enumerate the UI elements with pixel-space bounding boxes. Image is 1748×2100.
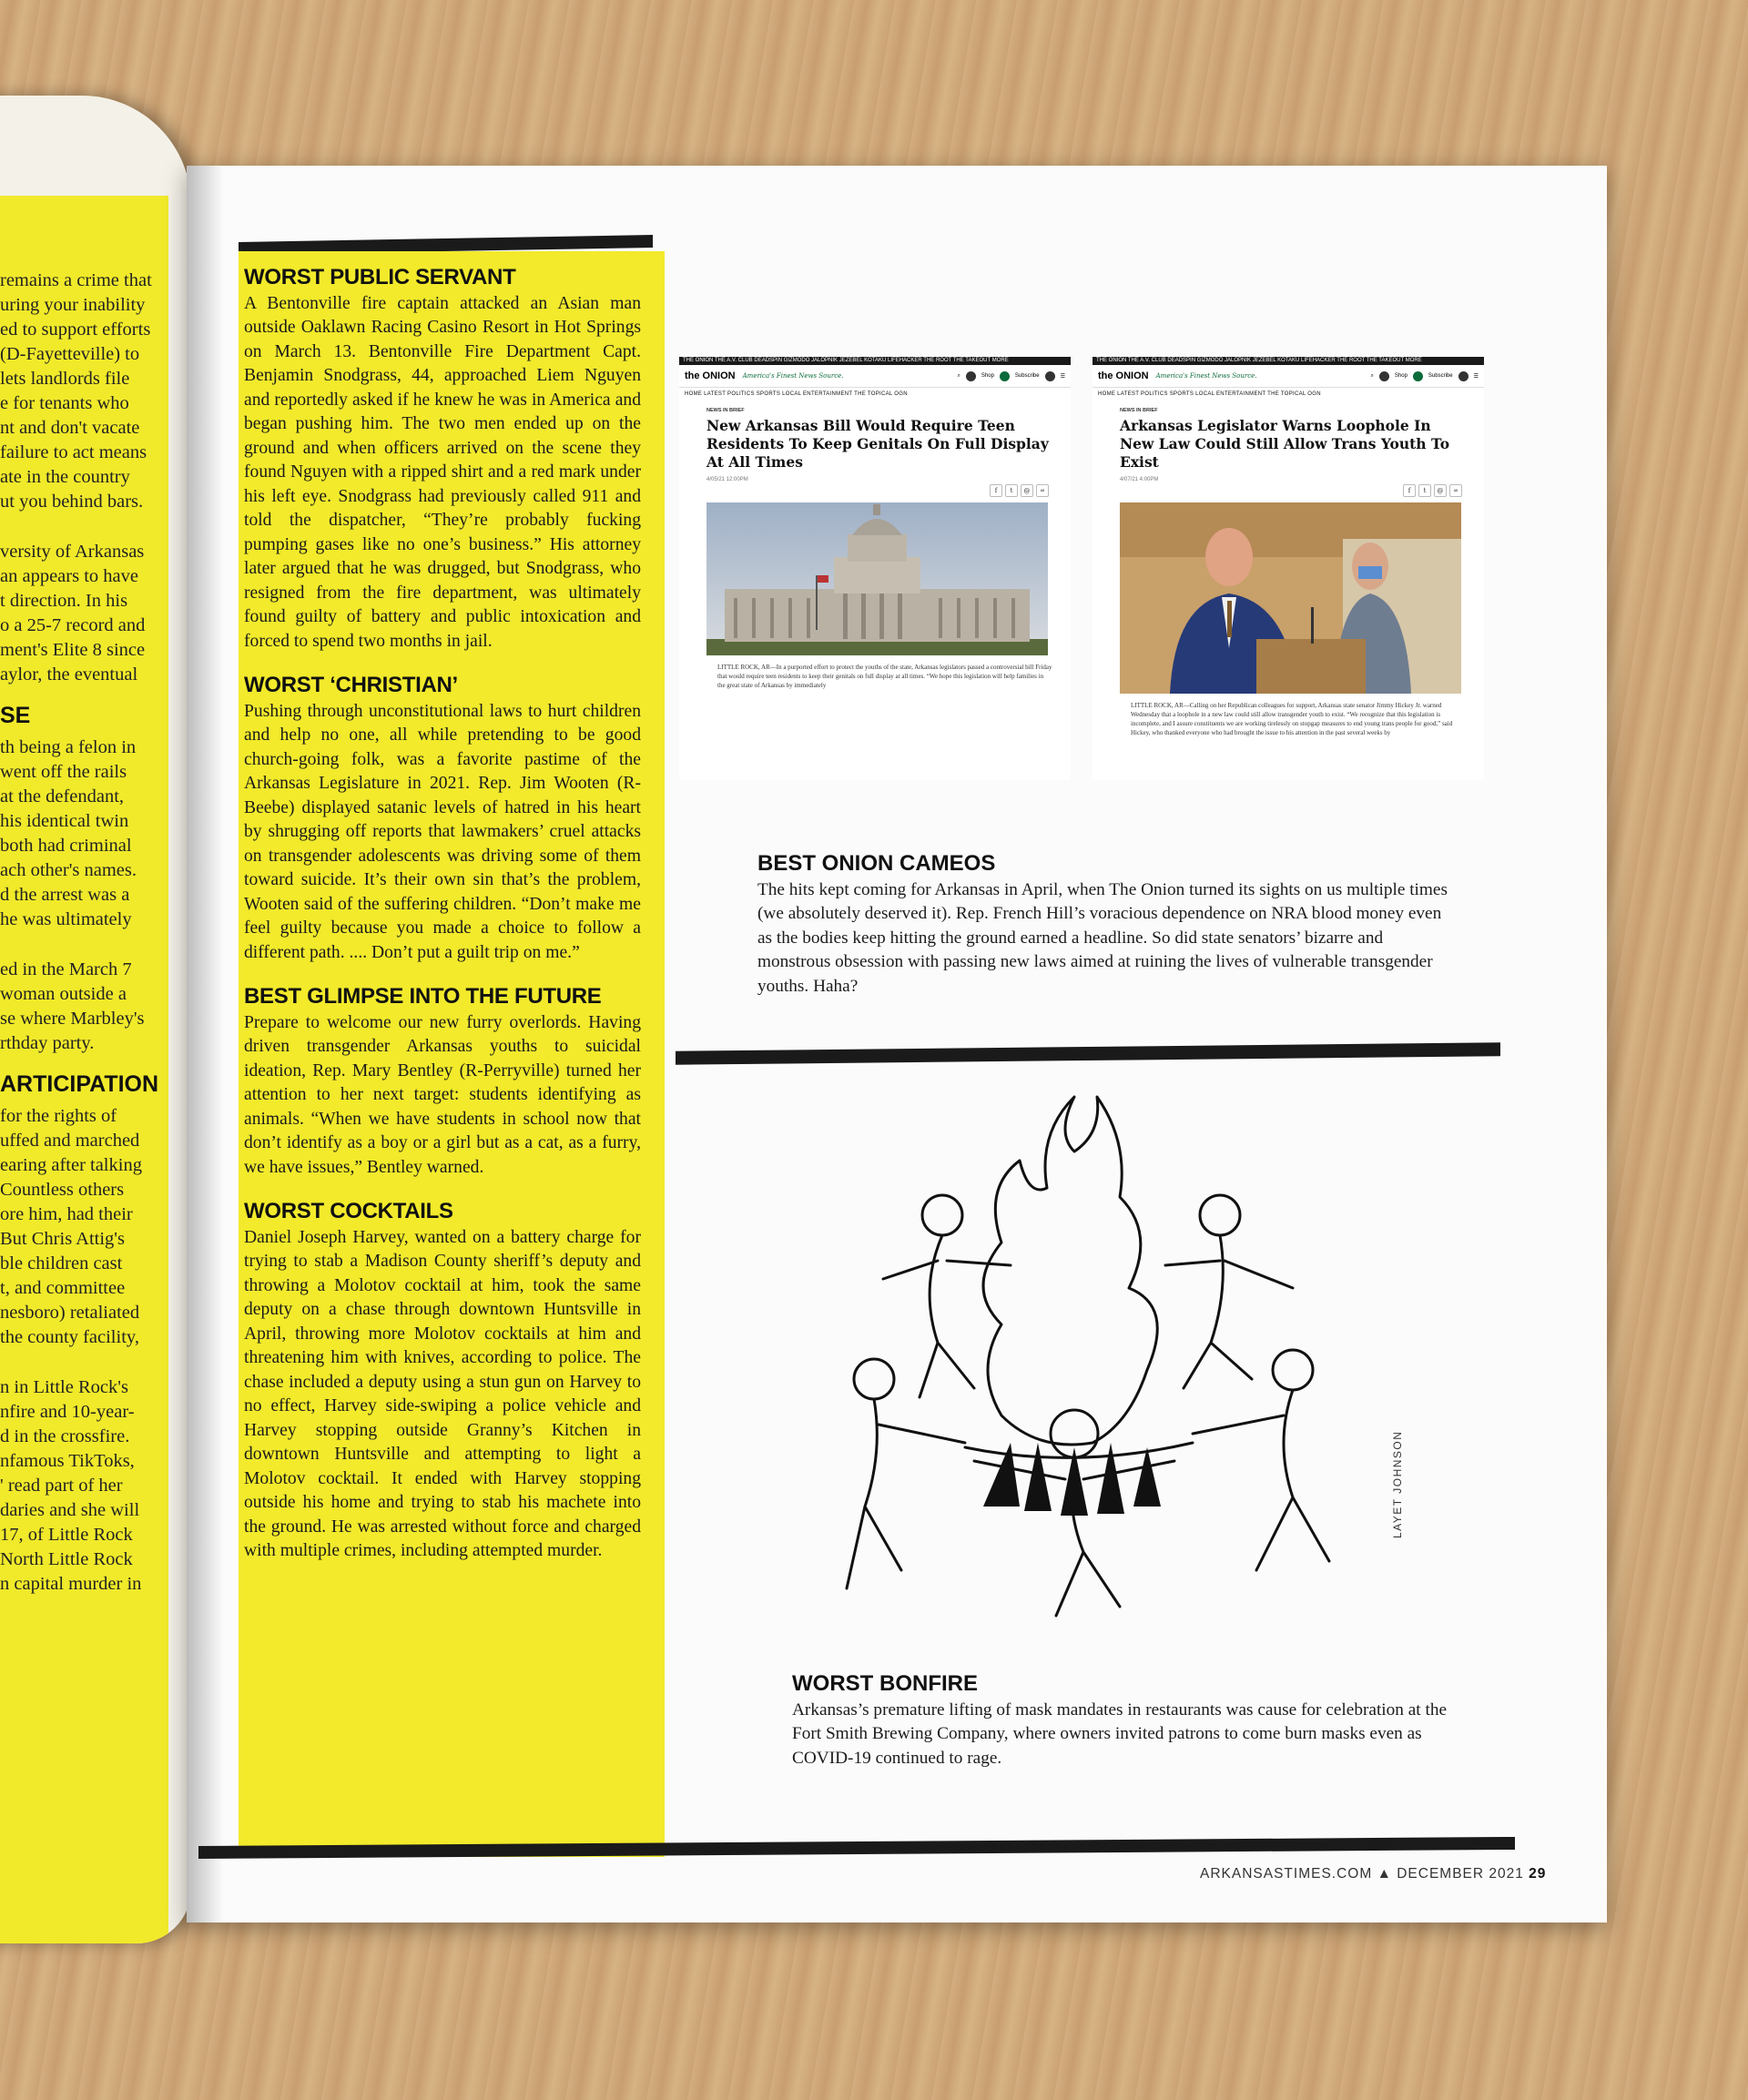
left-page-line: failure to act means bbox=[0, 442, 147, 462]
onion-caption: LITTLE ROCK, AR—Calling on her Republican colleagues for support, Arkansas state senator Jimmy Hickey Jr. warned Wednesday that a loophole in a new law could still allow transgender youth to exist. “We recognize that this legislation is incomplete, and I assure constituents we are working tirelessly on stopgap measures to end young trans people for good,” said Hickey, who thanked everyone who had brought the issue to his attention in the past several weeks by bbox=[1131, 702, 1453, 736]
left-page-line: se where Marbley's bbox=[0, 1009, 145, 1029]
left-page-line: an appears to have bbox=[0, 566, 138, 586]
onion-headline: Arkansas Legislator Warns Loophole In New Law Could Still Allow Trans Youth To Exist bbox=[1120, 417, 1450, 471]
left-page-line: aylor, the eventual bbox=[0, 664, 138, 685]
bonfire-dance-illustration bbox=[801, 1079, 1384, 1648]
twitter-icon: t bbox=[1005, 484, 1018, 497]
left-page-line: But Chris Attig's bbox=[0, 1229, 125, 1249]
shop-label: Shop bbox=[1394, 373, 1408, 379]
onion-caption: LITTLE ROCK, AR—In a purported effort to protect the youths of the state, Arkansas legislators passed a controversial bill Friday that would require teen residents to keep their genitals on full display at all times. “We hope this legislation will help families in the great state of Arkansas by immediately bbox=[717, 664, 1052, 689]
left-heading-participation: ARTICIPATION bbox=[0, 1071, 159, 1097]
onion-date: 4/05/21 12:00PM bbox=[706, 477, 748, 482]
left-page-line: both had criminal bbox=[0, 836, 132, 856]
left-page-line: daries and she will bbox=[0, 1500, 140, 1520]
left-page-line: North Little Rock bbox=[0, 1549, 133, 1569]
left-page-line: (D-Fayetteville) to bbox=[0, 344, 140, 364]
left-page-line: n in Little Rock's bbox=[0, 1377, 128, 1397]
left-page-line: 17, of Little Rock bbox=[0, 1525, 133, 1545]
left-page-line: n capital murder in bbox=[0, 1574, 142, 1594]
worst-bonfire-article bbox=[792, 1672, 1448, 1770]
page-gutter-shadow bbox=[187, 166, 223, 1922]
onion-network-nav: THE ONION THE A.V. CLUB DEADSPIN GIZMODO JALOPNIK JEZEBEL KOTAKU LIFEHACKER THE ROOT THE TAKEOUT MORE bbox=[679, 357, 1071, 365]
subscribe-icon bbox=[1000, 371, 1010, 381]
left-page-line: th being a felon in bbox=[0, 737, 137, 757]
left-page-line: t, and committee bbox=[0, 1278, 126, 1298]
onion-date: 4/07/21 4:00PM bbox=[1120, 477, 1159, 482]
subscribe-icon bbox=[1413, 371, 1423, 381]
heading-worst-public-servant: WORST PUBLIC SERVANT bbox=[244, 265, 516, 289]
left-page-line: Countless others bbox=[0, 1180, 125, 1200]
onion-screenshot-1 bbox=[679, 357, 1071, 780]
body-worst-cocktails: Daniel Joseph Harvey, wanted on a battery charge for trying to stab a Madison County sheriff’s deputy and throwing a Molotov cocktail at him, took the same deputy on a chase through downtown Huntsville in April, throwing more Molotov cocktails at him and threatening him with knives, according to police. The chase included a deputy using a stun gun on Harvey to no effect, Harvey side-swiping a police vehicle and Harvey stopping outside Granny’s Kitchen in downtown Huntsville and attempting to light a Molotov cocktail. It ended with Harvey stopping outside his home and trying to stab his machete into the ground. He was arrested without force and charged with multiple crimes, including attempted murder. bbox=[244, 1227, 641, 1560]
left-page-line: ut you behind bars. bbox=[0, 492, 144, 512]
left-page-text bbox=[0, 269, 164, 1597]
left-page-line: ore him, had their bbox=[0, 1204, 133, 1224]
onion-headline: New Arkansas Bill Would Require Teen Residents To Keep Genitals On Full Display At All Times bbox=[706, 417, 1049, 471]
facebook-icon: f bbox=[1403, 484, 1416, 497]
left-page-line: d in the crossfire. bbox=[0, 1426, 130, 1446]
legislator-illustration bbox=[1120, 502, 1461, 694]
onion-logo: the ONION bbox=[1098, 370, 1149, 381]
left-page-line: ed in the March 7 bbox=[0, 959, 132, 979]
left-page-line: ed to support efforts bbox=[0, 320, 151, 340]
onion-header-actions bbox=[958, 371, 1065, 381]
subscribe-label: Subscribe bbox=[1014, 373, 1040, 379]
search-icon: ⌕ bbox=[957, 372, 960, 379]
onion-network-nav: THE ONION THE A.V. CLUB DEADSPIN GIZMODO JALOPNIK JEZEBEL KOTAKU LIFEHACKER THE ROOT THE TAKEOUT MORE bbox=[1092, 357, 1484, 365]
left-page-line: uffed and marched bbox=[0, 1131, 140, 1151]
footer-logo-icon: ▲ bbox=[1377, 1866, 1397, 1882]
heading-worst-cocktails: WORST COCKTAILS bbox=[244, 1199, 453, 1223]
link-icon: ∞ bbox=[1449, 484, 1462, 497]
onion-kicker: NEWS IN BRIEF bbox=[1120, 408, 1158, 413]
body-worst-public-servant: A Bentonville fire captain attacked an Asian man outside Oaklawn Racing Casino Resort in Hot Springs on March 13. Bentonville Fire Department Capt. Benjamin Snodgrass, 44, approached Liem Nguyen and reportedly asked if he knew he was in America and began pushing him. The two men ended up on the ground and when officers arrived on the scene they found Nguyen with a ripped shirt and a red mark under his left eye. Snodgrass had previously called 911 and told the dispatcher, “They’re probably fucking pumping gases like no one’s business.” His attorney later argued that he was drugged, but Snodgrass, who resigned from the fire department, was ultimately found guilty of battery and public intoxication and forced to spend two months in jail. bbox=[244, 293, 641, 651]
left-page-line: woman outside a bbox=[0, 984, 127, 1004]
share-buttons bbox=[679, 482, 1071, 502]
left-page-line: rthday party. bbox=[0, 1033, 95, 1053]
menu-icon: ☰ bbox=[1473, 373, 1479, 380]
shop-icon bbox=[1379, 371, 1389, 381]
onion-header-actions bbox=[1371, 371, 1479, 381]
page-footer bbox=[1200, 1866, 1546, 1882]
facebook-icon: f bbox=[990, 484, 1002, 497]
onion-brand-row bbox=[679, 365, 1071, 388]
yellow-column-text bbox=[244, 266, 641, 1584]
left-page-line: the county facility, bbox=[0, 1327, 139, 1347]
onion-section-menu: HOME LATEST POLITICS SPORTS LOCAL ENTERTAINMENT THE TOPICAL OGN bbox=[685, 391, 908, 397]
illustration-credit: LAYET JOHNSON bbox=[1391, 1430, 1404, 1538]
shop-label: Shop bbox=[981, 373, 994, 379]
footer-site: ARKANSASTIMES.COM bbox=[1200, 1866, 1373, 1882]
capitol-building-photo bbox=[706, 502, 1048, 655]
onion-brand-row bbox=[1092, 365, 1484, 388]
account-icon bbox=[1458, 371, 1469, 381]
left-page-line: t direction. In his bbox=[0, 591, 128, 611]
onion-screenshot-2 bbox=[1092, 357, 1484, 780]
page-number: 29 bbox=[1529, 1866, 1547, 1882]
menu-icon: ☰ bbox=[1060, 373, 1065, 380]
left-page-line: for the rights of bbox=[0, 1106, 117, 1126]
heading-worst-christian: WORST ‘CHRISTIAN’ bbox=[244, 673, 458, 697]
body-worst-bonfire: Arkansas’s premature lifting of mask mandates in restaurants was cause for celebration at the Fort Smith Brewing Company, where owners invited patrons to come burn masks even as COVID-19 continued to rage. bbox=[792, 1699, 1448, 1768]
left-page-line: nesboro) retaliated bbox=[0, 1303, 140, 1323]
left-page-line: uring your inability bbox=[0, 295, 146, 315]
onion-section-menu: HOME LATEST POLITICS SPORTS LOCAL ENTERTAINMENT THE TOPICAL OGN bbox=[1098, 391, 1321, 397]
left-page-line: nfamous TikToks, bbox=[0, 1451, 135, 1471]
left-page-line: remains a crime that bbox=[0, 270, 152, 290]
email-icon: @ bbox=[1021, 484, 1033, 497]
account-icon bbox=[1045, 371, 1055, 381]
left-page-line: e for tenants who bbox=[0, 393, 129, 413]
left-page-line: lets landlords file bbox=[0, 369, 130, 389]
body-worst-christian: Pushing through unconstitutional laws to hurt children and help no one, all while pretending to be good church-going folk, was a favorite pastime of the Arkansas Legislature in 2021. Rep. Jim Wooten (R-Beebe) displayed satanic levels of hatred in his heart by shrugging off reports that lawmakers’ cruel attacks on transgender adolescents was driving some of them toward suicide. It’s their own sin that’s the problem, Wooten said of the suffering children. “Don’t make me feel guilty because you made a choice to follow a different path. .... Don’t put a guilt trip on me.” bbox=[244, 701, 641, 962]
body-best-onion-cameos: The hits kept coming for Arkansas in April, when The Onion turned its sights on us multiple times (we absolutely deserved it). Rep. French Hill’s voracious dependence on NRA blood money even as the bodies keep hitting the ground earned a headline. So did state senators’ bizarre and monstrous obsession with passing new laws aimed at ruining the lives of vulnerable transgender youths. Haha? bbox=[757, 879, 1448, 996]
left-page-line: earing after talking bbox=[0, 1155, 142, 1175]
left-page-line: ment's Elite 8 since bbox=[0, 640, 146, 660]
capitol-building-illustration bbox=[706, 502, 1048, 655]
left-page-line: nfire and 10-year- bbox=[0, 1402, 135, 1422]
left-page-line: ate in the country bbox=[0, 467, 130, 487]
heading-best-glimpse: BEST GLIMPSE INTO THE FUTURE bbox=[244, 984, 602, 1009]
legislator-photo bbox=[1120, 502, 1461, 694]
left-page-line: he was ultimately bbox=[0, 909, 132, 929]
email-icon: @ bbox=[1434, 484, 1447, 497]
search-icon: ⌕ bbox=[1370, 372, 1374, 379]
left-page-line: ble children cast bbox=[0, 1253, 123, 1273]
heading-best-onion-cameos: BEST ONION CAMEOS bbox=[757, 851, 996, 876]
left-page-line: versity of Arkansas bbox=[0, 542, 145, 562]
left-page-line: d the arrest was a bbox=[0, 885, 130, 905]
left-page-line: at the defendant, bbox=[0, 786, 125, 807]
flame-outline bbox=[983, 1097, 1157, 1445]
body-best-glimpse: Prepare to welcome our new furry overlords. Having driven transgender Arkansas youths to suicidal ideation, Rep. Mary Bentley (R-Perryville) turned her attention to her next target: students identifying as animals. “When we have students in school now that don’t identify as a boy or a girl but as a cat, as a furry, we have issues,” Bentley warned. bbox=[244, 1012, 641, 1177]
onion-kicker: NEWS IN BRIEF bbox=[706, 408, 745, 413]
subscribe-label: Subscribe bbox=[1428, 373, 1453, 379]
onion-logo: the ONION bbox=[685, 370, 736, 381]
left-heading-se: SE bbox=[0, 703, 31, 728]
left-page-line: o a 25-7 record and bbox=[0, 615, 146, 635]
left-page bbox=[0, 96, 191, 1943]
link-icon: ∞ bbox=[1036, 484, 1049, 497]
left-page-line: nt and don't vacate bbox=[0, 418, 140, 438]
footer-issue: DECEMBER 2021 bbox=[1397, 1866, 1524, 1882]
twitter-icon: t bbox=[1418, 484, 1431, 497]
left-page-line: his identical twin bbox=[0, 811, 129, 831]
left-page-line: ' read part of her bbox=[0, 1476, 123, 1496]
left-page-line: went off the rails bbox=[0, 762, 127, 782]
onion-tagline: America's Finest News Source. bbox=[1155, 372, 1257, 380]
shop-icon bbox=[966, 371, 976, 381]
heading-worst-bonfire: WORST BONFIRE bbox=[792, 1671, 978, 1696]
left-page-line: ach other's names. bbox=[0, 860, 137, 880]
share-buttons bbox=[1092, 482, 1484, 502]
onion-cameos-article bbox=[757, 852, 1449, 999]
onion-tagline: America's Finest News Source. bbox=[742, 372, 844, 380]
